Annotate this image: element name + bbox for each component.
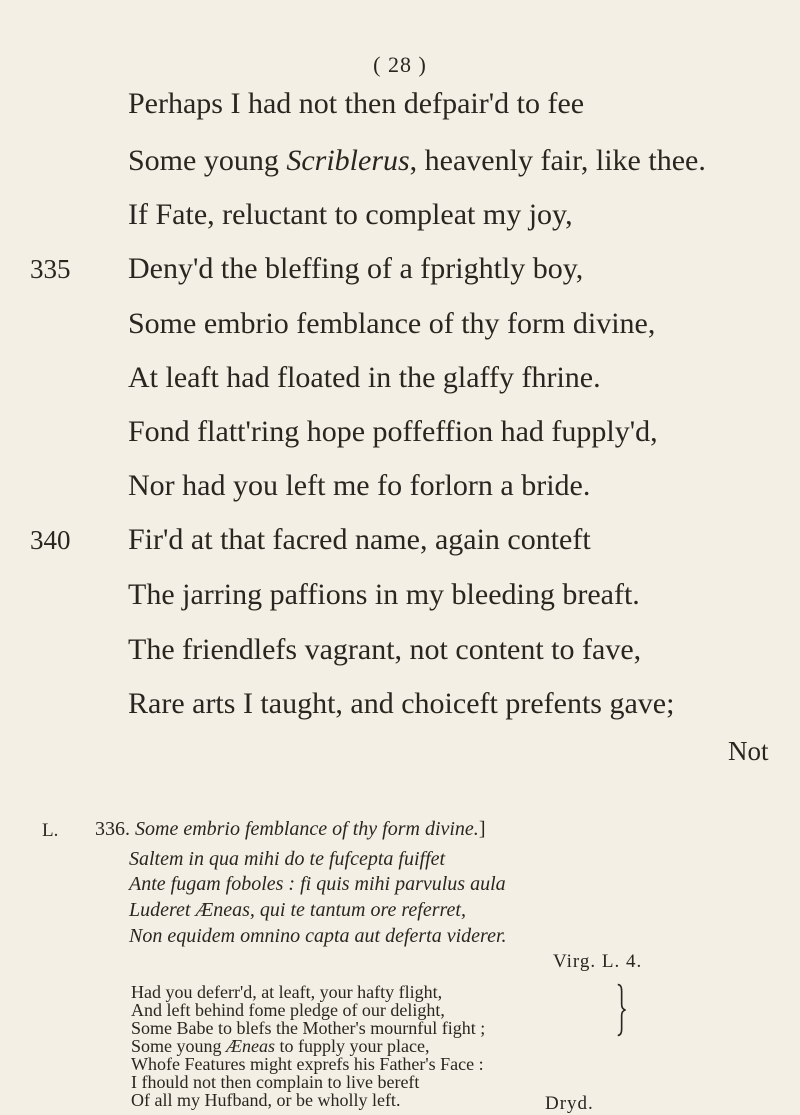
dryden-line: Whofe Features might exprefs his Father's Face : (131, 1054, 484, 1074)
verse-line: Nor had you left me fo forlorn a bride. (128, 469, 591, 502)
dryden-line: Had you deferr'd, at leaft, your hafty flight, (131, 982, 443, 1002)
catchword: Not (728, 736, 769, 766)
line-number: 335 (30, 254, 71, 284)
verse-line: Some young Scriblerus, heavenly fair, like thee. (128, 144, 706, 177)
triplet-brace-icon (610, 982, 632, 1038)
verse-line: The friendlefs vagrant, not content to fave, (128, 633, 642, 666)
note-number: 336. (95, 818, 130, 840)
dryden-line: I fhould not then complain to live bereft (131, 1072, 420, 1092)
page-number: ( 28 ) (373, 52, 427, 77)
dryden-source: Dryd. (545, 1093, 594, 1114)
verse-line: Fond flatt'ring hope poffeffion had fupply'd, (128, 415, 658, 448)
note-heading: 336. Some embrio femblance of thy form divine.] (95, 818, 486, 840)
verse-line: Deny'd the bleffing of a fprightly boy, (128, 252, 584, 285)
latin-quote-line: Ante fugam foboles : fi quis mihi parvulus aula (129, 873, 506, 895)
latin-quote-line: Non equidem omnino capta aut deferta viderer. (129, 925, 507, 947)
line-number: 340 (30, 525, 71, 555)
dryden-line: And left behind fome pledge of our delight, (131, 1000, 445, 1020)
dryden-line: Of all my Hufband, or be wholly left. (131, 1090, 401, 1110)
verse-line: Some embrio femblance of thy form divine, (128, 307, 656, 340)
verse-line: If Fate, reluctant to compleat my joy, (128, 198, 573, 231)
latin-quote-line: Luderet Æneas, qui te tantum ore referret, (129, 899, 466, 921)
latin-source: Virg. L. 4. (553, 951, 643, 972)
dryden-line: Some young Æneas to fupply your place, (131, 1036, 430, 1056)
note-label: L. (42, 820, 59, 841)
verse-line: Perhaps I had not then defpair'd to fee (128, 87, 585, 120)
verse-line: At leaft had floated in the glaffy fhrine. (128, 361, 601, 394)
verse-line: Fir'd at that facred name, again conteft (128, 523, 591, 556)
note-lemma: Some embrio femblance of thy form divine. (135, 818, 479, 840)
dryden-line: Some Babe to blefs the Mother's mournful fight ; (131, 1018, 486, 1038)
verse-line: Rare arts I taught, and choiceft prefents gave; (128, 687, 675, 720)
latin-quote-line: Saltem in qua mihi do te fufcepta fuiffet (129, 848, 446, 870)
verse-line: The jarring paffions in my bleeding breaft. (128, 578, 640, 611)
